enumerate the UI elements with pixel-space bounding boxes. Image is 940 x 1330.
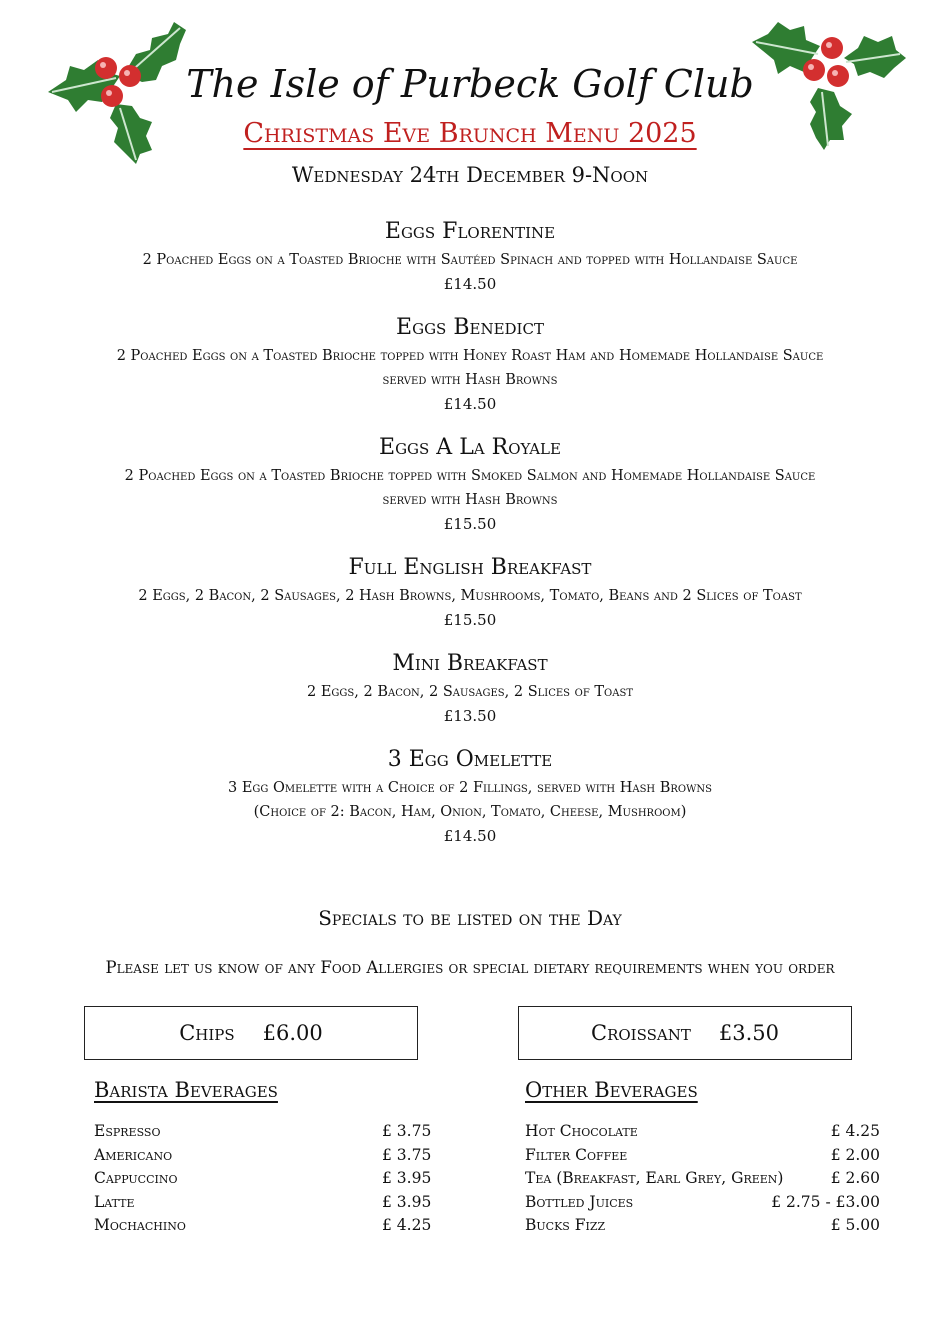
dish-description: 2 Poached Eggs on a Toasted Brioche topped with Honey Roast Ham and Homemade Hollandaise Sauce (116, 348, 824, 364)
beverage-row (94, 1191, 434, 1215)
dish-description: 2 Poached Eggs on a Toasted Brioche topped with Smoked Salmon and Homemade Hollandaise Sauce (124, 468, 816, 484)
dish-price: £14.50 (443, 275, 497, 293)
dish-name: Mini Breakfast (392, 651, 548, 676)
beverage-name: Cappuccino (94, 1169, 178, 1187)
croissant-label: Croissant (591, 1021, 691, 1045)
dish-eggs-florentine (0, 216, 940, 296)
dish-description: 2 Eggs, 2 Bacon, 2 Sausages, 2 Hash Browns, Mushrooms, Tomato, Beans and 2 Slices of Toast (138, 588, 802, 604)
beverage-price: £ 4.25 (830, 1122, 880, 1140)
beverage-name: Bottled Juices (525, 1192, 634, 1211)
dish-price: £15.50 (443, 515, 497, 533)
beverage-row (525, 1191, 880, 1215)
dish-name: Eggs A La Royale (379, 435, 561, 460)
other-heading: Other Beverages (525, 1078, 698, 1102)
berry (821, 37, 843, 59)
dish-eggs-benedict (0, 312, 940, 416)
beverage-name: Hot Chocolate (525, 1122, 638, 1140)
dish-description: 3 Egg Omelette with a Choice of 2 Fillings, served with Hash Browns (227, 780, 713, 796)
beverage-price: £ 2.75 - £3.00 (771, 1192, 880, 1211)
beverage-row (525, 1214, 880, 1238)
beverage-price: £ 2.00 (830, 1145, 880, 1164)
beverage-name: Tea (Breakfast, Earl Grey, Green) (525, 1169, 784, 1187)
barista-beverages-section (94, 1078, 434, 1238)
other-beverages-section (525, 1078, 880, 1238)
dish-description: 2 Poached Eggs on a Toasted Brioche with Sautéed Spinach and topped with Hollandaise Sauce (142, 252, 798, 268)
dish-3-egg-omelette (0, 744, 940, 848)
beverage-name: Latte (94, 1192, 135, 1211)
beverage-price: £ 5.00 (830, 1216, 880, 1234)
menu-title: Christmas Eve Brunch Menu 2025 (243, 118, 697, 149)
dish-mini-breakfast (0, 648, 940, 728)
croissant-box (518, 1006, 852, 1060)
chips-price: £6.00 (262, 1021, 323, 1045)
beverage-row (94, 1120, 434, 1144)
dish-description: served with Hash Browns (382, 492, 558, 508)
beverage-row (525, 1120, 880, 1144)
club-name: The Isle of Purbeck Golf Club (186, 62, 754, 106)
dish-name: Full English Breakfast (348, 555, 592, 580)
beverage-row (94, 1144, 434, 1168)
dish-price: £15.50 (443, 611, 497, 629)
event-date: Wednesday 24th December 9-Noon (291, 163, 649, 187)
beverage-row (525, 1167, 880, 1191)
dish-price: £14.50 (443, 395, 497, 413)
beverage-price: £ 2.60 (830, 1169, 880, 1187)
beverage-name: Americano (94, 1145, 173, 1164)
dish-description: (Choice of 2: Bacon, Ham, Onion, Tomato, Cheese, Mushroom) (253, 804, 687, 820)
beverage-price: £ 3.95 (382, 1192, 432, 1211)
beverage-price: £ 3.75 (382, 1122, 432, 1140)
dish-description: 2 Eggs, 2 Bacon, 2 Sausages, 2 Slices of Toast (307, 684, 633, 700)
chips-label: Chips (179, 1021, 235, 1045)
beverage-price: £ 4.25 (382, 1216, 432, 1234)
dish-price: £13.50 (443, 707, 497, 725)
beverage-row (525, 1144, 880, 1168)
dish-price: £14.50 (443, 827, 497, 845)
dish-name: Eggs Florentine (384, 219, 556, 244)
dish-description: served with Hash Browns (382, 372, 558, 388)
beverage-price: £ 3.75 (382, 1145, 432, 1164)
dish-name: Eggs Benedict (396, 315, 544, 340)
dish-name: 3 Egg Omelette (387, 747, 553, 772)
dish-full-english-breakfast (0, 552, 940, 632)
dish-list (0, 216, 940, 864)
beverage-row (94, 1214, 434, 1238)
croissant-price: £3.50 (718, 1021, 779, 1045)
beverage-name: Espresso (94, 1122, 161, 1140)
beverage-price: £ 3.95 (382, 1169, 432, 1187)
barista-heading: Barista Beverages (94, 1078, 278, 1102)
beverage-row (94, 1167, 434, 1191)
allergy-note: Please let us know of any Food Allergies or special dietary requirements when you order (105, 958, 835, 977)
beverage-name: Bucks Fizz (525, 1216, 606, 1234)
dish-eggs-a-la-royale (0, 432, 940, 536)
chips-box (84, 1006, 418, 1060)
beverage-name: Filter Coffee (525, 1145, 628, 1164)
specials-note: Specials to be listed on the Day (318, 906, 622, 930)
beverage-name: Mochachino (94, 1216, 186, 1234)
